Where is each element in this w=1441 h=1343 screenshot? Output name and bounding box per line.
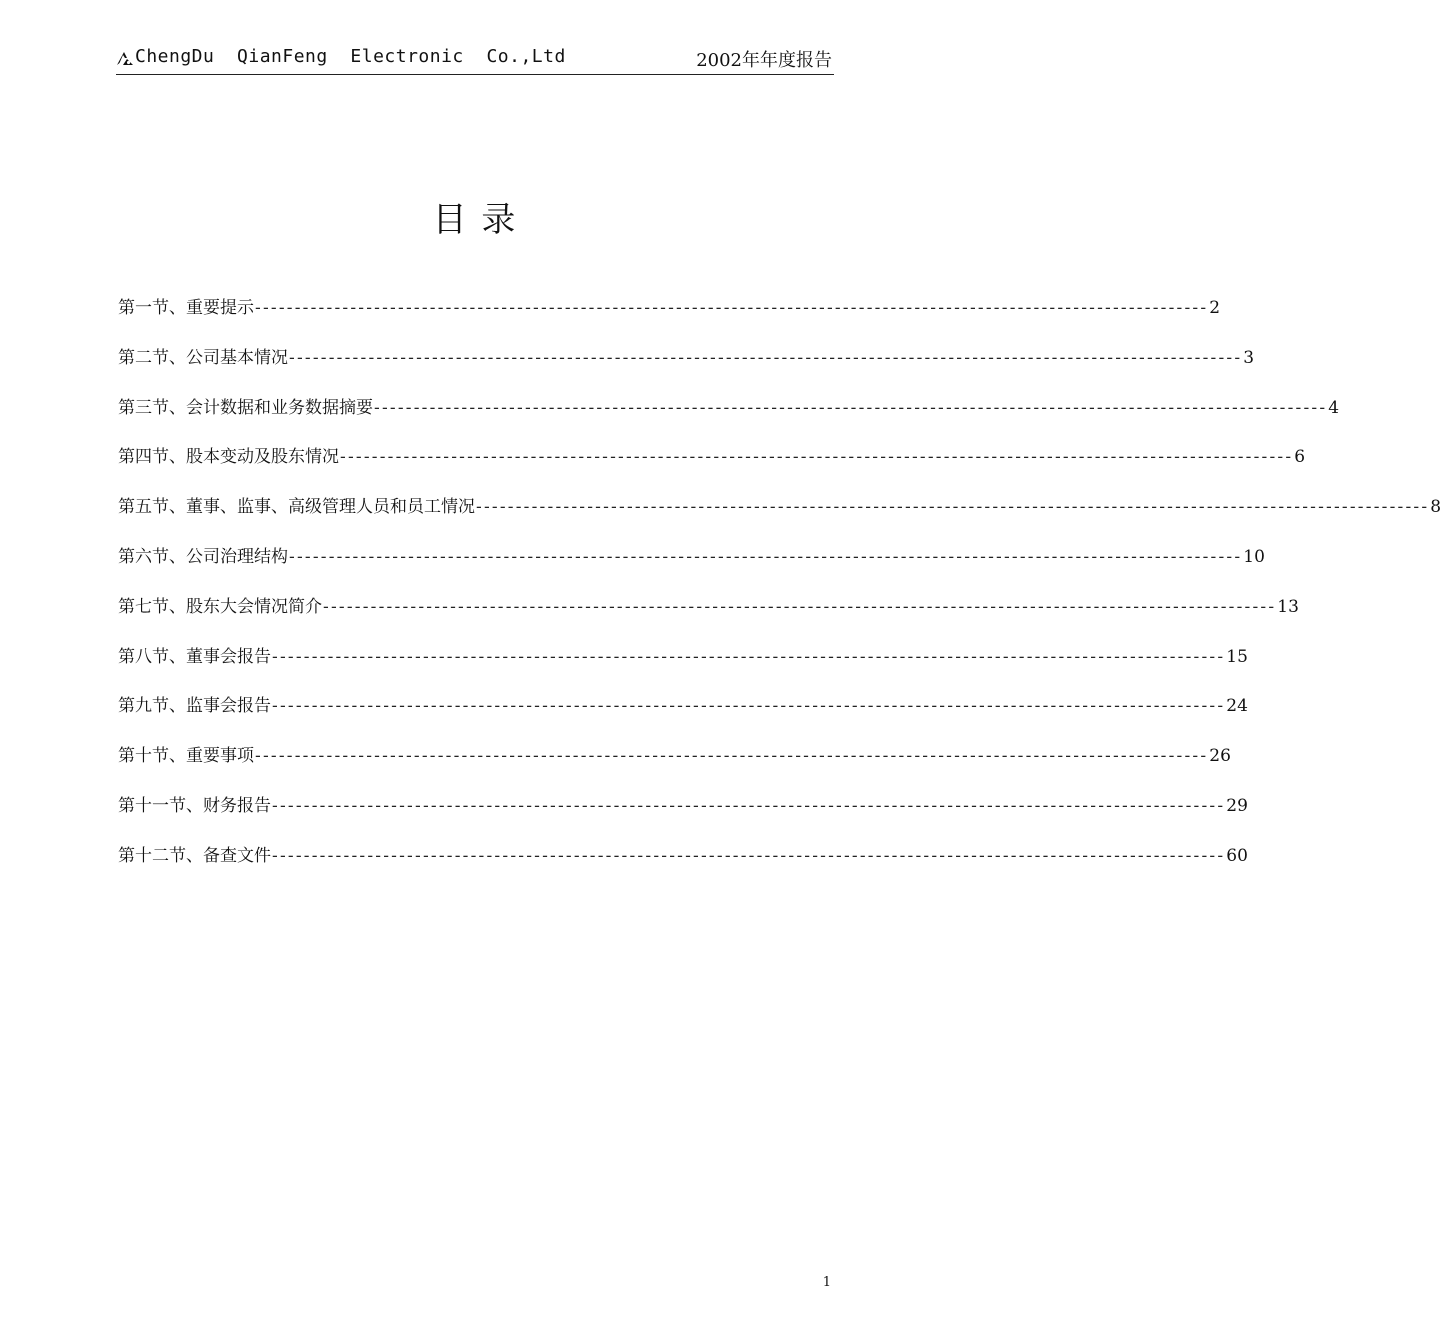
toc-leader: ------------------------------------------------------------------------------------------------------------------------ xyxy=(476,497,1430,518)
toc-item-5[interactable] xyxy=(118,494,1441,544)
toc-item-label: 第一节、重要提示 xyxy=(118,298,254,318)
toc-item-8[interactable] xyxy=(118,644,1248,694)
report-year-label: 2002年年度报告 xyxy=(696,50,832,71)
toc-item-12[interactable] xyxy=(118,843,1248,893)
toc-item-page: 8 xyxy=(1430,497,1441,518)
toc-item-label: 第五节、董事、监事、高级管理人员和员工情况 xyxy=(118,497,475,518)
toc-item-page: 26 xyxy=(1209,746,1231,767)
toc-item-page: 10 xyxy=(1243,546,1265,567)
toc-item-4[interactable] xyxy=(118,444,1306,494)
toc-item-10[interactable] xyxy=(118,743,1231,793)
toc-leader: ------------------------------------------------------------------------------------------------------------------------ xyxy=(374,397,1328,418)
toc-item-9[interactable] xyxy=(118,693,1248,743)
toc-leader: ------------------------------------------------------------------------------------------------------------------------ xyxy=(272,696,1226,717)
toc-leader: ------------------------------------------------------------------------------------------------------------------------ xyxy=(255,746,1209,767)
toc-item-page: 2 xyxy=(1209,298,1221,318)
toc-leader: ------------------------------------------------------------------------------------------------------------------------ xyxy=(272,845,1226,866)
toc-item-2[interactable] xyxy=(118,345,1255,395)
toc-item-page: 3 xyxy=(1243,347,1255,368)
toc-leader: ------------------------------------------------------------------------------------------------------------------------ xyxy=(272,646,1226,667)
toc-item-1[interactable] xyxy=(118,295,1221,345)
toc-item-6[interactable] xyxy=(118,544,1265,594)
toc-item-label: 第十一节、财务报告 xyxy=(118,795,271,816)
toc-item-page: 24 xyxy=(1226,696,1248,717)
toc-item-3[interactable] xyxy=(118,395,1340,445)
toc-item-page: 13 xyxy=(1277,596,1299,617)
toc-leader: ------------------------------------------------------------------------------------------------------------------------ xyxy=(340,447,1294,468)
toc-item-label: 第八节、董事会报告 xyxy=(118,646,271,667)
toc-item-label: 第三节、会计数据和业务数据摘要 xyxy=(118,397,373,418)
toc-item-page: 15 xyxy=(1226,646,1248,667)
toc-title: 目 录 xyxy=(432,200,518,240)
toc-item-page: 60 xyxy=(1226,845,1248,866)
toc-item-label: 第四节、股本变动及股东情况 xyxy=(118,447,339,468)
toc-leader: ------------------------------------------------------------------------------------------------------------------------ xyxy=(272,795,1226,816)
toc-item-label: 第二节、公司基本情况 xyxy=(118,347,288,368)
toc-item-page: 4 xyxy=(1328,397,1340,418)
toc-leader: ------------------------------------------------------------------------------------------------------------------------ xyxy=(289,347,1243,368)
toc-item-label: 第七节、股东大会情况简介 xyxy=(118,596,322,617)
toc-leader: ------------------------------------------------------------------------------------------------------------------------ xyxy=(323,596,1277,617)
toc-item-label: 第十节、重要事项 xyxy=(118,746,254,767)
toc-item-page: 29 xyxy=(1226,795,1248,816)
toc-leader: ------------------------------------------------------------------------------------------------------------------------ xyxy=(255,298,1209,318)
toc-item-label: 第十二节、备查文件 xyxy=(118,845,271,866)
page-number: 1 xyxy=(822,1275,831,1290)
company-name: ChengDu QianFeng Electronic Co.,Ltd xyxy=(135,46,566,67)
table-of-contents xyxy=(118,295,1441,893)
toc-item-page: 6 xyxy=(1294,447,1306,468)
toc-item-label: 第九节、监事会报告 xyxy=(118,696,271,717)
qianfeng-logo-icon xyxy=(116,50,134,66)
toc-item-7[interactable] xyxy=(118,594,1299,644)
toc-item-label: 第六节、公司治理结构 xyxy=(118,546,288,567)
toc-item-11[interactable] xyxy=(118,793,1248,843)
page-header xyxy=(116,44,834,75)
toc-leader: ------------------------------------------------------------------------------------------------------------------------ xyxy=(289,546,1243,567)
